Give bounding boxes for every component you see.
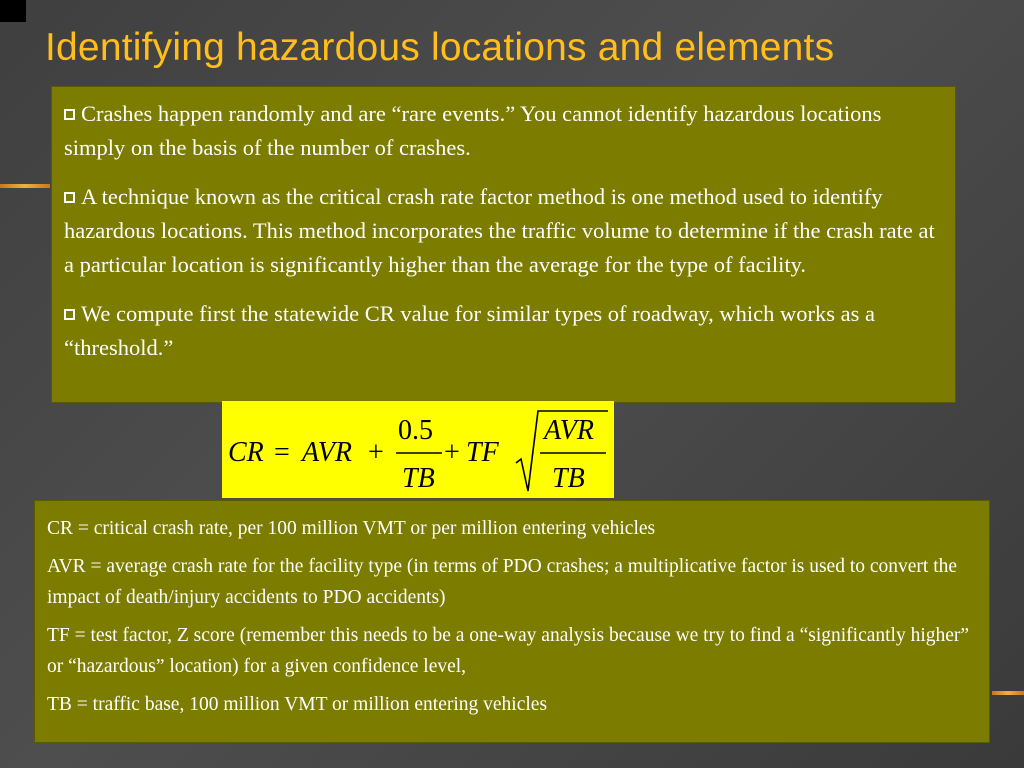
bullet-item xyxy=(64,97,943,165)
checkbox-bullet-icon xyxy=(64,109,75,120)
definition-item: TB = traffic base, 100 million VMT or million entering vehicles xyxy=(47,694,548,715)
definition-item: TF = test factor, Z score (remember this needs to be a one-way analysis because we try to find a “significantly higher” or “hazardous” location) for a given confidence level, xyxy=(47,625,970,677)
formula-sqrt-denominator: TB xyxy=(552,463,585,494)
formula-term-avr: AVR xyxy=(302,437,352,468)
corner-mark xyxy=(0,0,26,22)
decorative-stripe-right xyxy=(992,691,1024,695)
formula-lhs: CR xyxy=(228,437,264,468)
formula-plus: + xyxy=(444,437,460,468)
formula-plus: + xyxy=(368,437,384,468)
checkbox-bullet-icon xyxy=(64,309,75,320)
formula-box xyxy=(222,401,614,498)
decorative-stripe-left xyxy=(0,184,50,188)
definition-item: AVR = average crash rate for the facility type (in terms of PDO crashes; a multiplicative factor is used to convert the impact of death/injury accidents to PDO accidents) xyxy=(47,556,958,608)
formula-sqrt-numerator: AVR xyxy=(544,415,594,446)
formula-fraction-numerator: 0.5 xyxy=(398,415,433,446)
bullet-text: A technique known as the critical crash rate factor method is one method used to identify hazardous locations. This method incorporates the traffic volume to determine if the crash rate at a particular location is significantly higher than the average for the type of facility. xyxy=(64,184,935,277)
formula-equation xyxy=(222,401,614,498)
bullet-text: Crashes happen randomly and are “rare events.” You cannot identify hazardous locations simply on the basis of the number of crashes. xyxy=(64,101,882,160)
bullet-box xyxy=(51,86,956,403)
slide-title: Identifying hazardous locations and elements xyxy=(45,26,835,69)
bullet-item xyxy=(64,180,943,282)
definitions-box xyxy=(34,500,990,743)
checkbox-bullet-icon xyxy=(64,192,75,203)
definition-item: CR = critical crash rate, per 100 million VMT or per million entering vehicles xyxy=(47,518,656,539)
bullet-text: We compute first the statewide CR value for similar types of roadway, which works as a “threshold.” xyxy=(64,301,876,360)
formula-term-tf: TF xyxy=(466,437,499,468)
formula-fraction-denominator: TB xyxy=(402,463,435,494)
bullet-item xyxy=(64,297,943,365)
formula-equals: = xyxy=(274,437,290,468)
